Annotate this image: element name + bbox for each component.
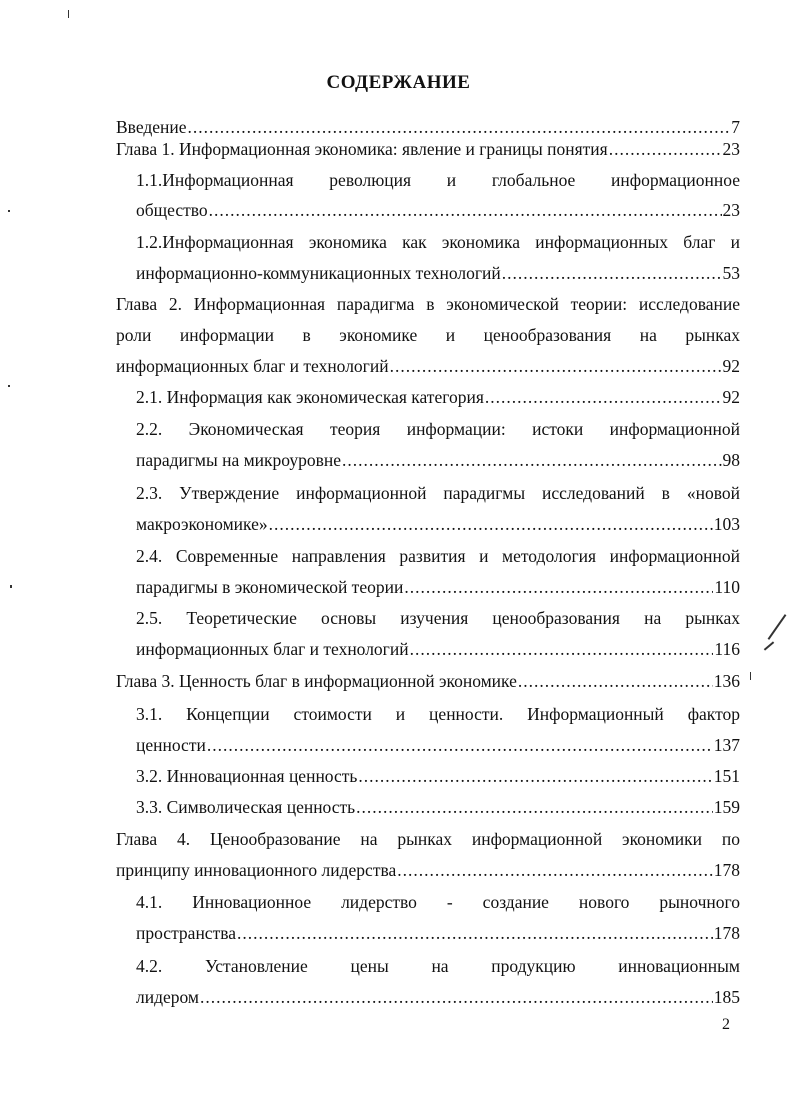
toc-leader xyxy=(269,513,713,535)
scan-mark xyxy=(750,672,751,680)
toc-entry-title: лидером xyxy=(136,987,200,1007)
toc-entry-title: парадигмы в экономической теории xyxy=(136,577,404,597)
toc-leader xyxy=(390,355,722,377)
toc-page-number: 7 xyxy=(731,117,740,137)
scan-mark xyxy=(8,385,10,387)
toc-entry-4-2-line1: 4.2. Установление цены на продукцию инновационным xyxy=(136,956,740,976)
toc-page-number: 137 xyxy=(713,735,740,755)
toc-page-number: 110 xyxy=(714,577,740,597)
toc-entry-2-3 xyxy=(136,513,740,535)
toc-page-number: 151 xyxy=(713,766,740,786)
toc-entry-1-2-line1: 1.2.Информационная экономика как экономика информационных благ и xyxy=(136,232,740,252)
toc-page-number: 178 xyxy=(713,923,740,943)
toc-entry-title: информационных благ и технологий xyxy=(116,356,389,376)
toc-entry-title: 2.1. Информация как экономическая категория xyxy=(136,387,484,407)
toc-page-number: 92 xyxy=(722,356,740,376)
toc-leader xyxy=(518,670,713,692)
toc-entry-title: 3.3. Символическая ценность xyxy=(136,797,356,817)
toc-page-number: 136 xyxy=(713,671,740,691)
scan-mark xyxy=(8,210,10,212)
toc-entry-title: Введение xyxy=(116,117,187,137)
toc-entry-4-1-line1: 4.1. Инновационное лидерство - создание нового рыночного xyxy=(136,892,740,912)
toc-leader xyxy=(207,734,713,756)
toc-page-number: 116 xyxy=(714,639,740,659)
toc-page-number: 185 xyxy=(713,987,740,1007)
toc-page-number: 23 xyxy=(722,139,740,159)
toc-entry-chapter-1 xyxy=(116,138,740,160)
toc-entry-2-5 xyxy=(136,638,740,660)
toc-entry-chapter-4-line1: Глава 4. Ценообразование на рынках информационной экономики по xyxy=(116,829,740,849)
toc-entry-3-2 xyxy=(136,765,740,787)
toc-leader xyxy=(609,138,722,160)
toc-entry-chapter-4 xyxy=(116,859,740,881)
toc-entry-1-1 xyxy=(136,199,740,221)
toc-leader xyxy=(356,796,713,818)
toc-leader xyxy=(410,638,714,660)
toc-entry-chapter-3 xyxy=(116,670,740,692)
toc-entry-3-1-line1: 3.1. Концепции стоимости и ценности. Информационный фактор xyxy=(136,704,740,724)
toc-entry-4-2 xyxy=(136,986,740,1008)
toc-entry-chapter-2 xyxy=(116,355,740,377)
toc-entry-2-2-line1: 2.2. Экономическая теория информации: истоки информационной xyxy=(136,419,740,439)
toc-entry-4-1 xyxy=(136,922,740,944)
toc-entry-1-2 xyxy=(136,262,740,284)
toc-entry-2-4-line1: 2.4. Современные направления развития и методология информационной xyxy=(136,546,740,566)
toc-leader xyxy=(209,199,722,221)
toc-entry-2-5-line1: 2.5. Теоретические основы изучения ценообразования на рынках xyxy=(136,608,740,628)
toc-leader xyxy=(485,386,722,408)
toc-page-number: 92 xyxy=(722,387,740,407)
page-title: СОДЕРЖАНИЕ xyxy=(326,72,471,93)
toc-entry-intro xyxy=(116,116,740,138)
toc-entry-2-3-line1: 2.3. Утверждение информационной парадигмы исследований в «новой xyxy=(136,483,740,503)
toc-page-number: 103 xyxy=(713,514,740,534)
toc-entry-1-1-line1: 1.1.Информационная революция и глобальное информационное xyxy=(136,170,740,190)
toc-entry-title: общество xyxy=(136,200,208,220)
toc-entry-title: принципу инновационного лидерства xyxy=(116,860,397,880)
toc-entry-title: Глава 1. Информационная экономика: явление и границы понятия xyxy=(116,139,608,159)
toc-page-number: 23 xyxy=(722,200,740,220)
toc-entry-2-1 xyxy=(136,386,740,408)
toc-leader xyxy=(237,922,713,944)
toc-entry-title: парадигмы на микроуровне xyxy=(136,450,342,470)
toc-entry-3-1 xyxy=(136,734,740,756)
toc-entry-title: макроэкономике» xyxy=(136,514,268,534)
page-number: 2 xyxy=(722,1016,730,1033)
toc-leader xyxy=(397,859,712,881)
toc-page-number: 159 xyxy=(713,797,740,817)
toc-page-number: 98 xyxy=(722,450,740,470)
toc-leader xyxy=(358,765,712,787)
toc-leader xyxy=(342,449,721,471)
toc-leader xyxy=(502,262,722,284)
toc-entry-chapter-2-line2: роли информации в экономике и ценообразования на рынках xyxy=(116,325,740,345)
toc-page-number: 178 xyxy=(713,860,740,880)
toc-entry-3-3 xyxy=(136,796,740,818)
toc-entry-title: информационных благ и технологий xyxy=(136,639,409,659)
toc-page-number: 53 xyxy=(722,263,740,283)
toc-entry-title: ценности xyxy=(136,735,206,755)
toc-entry-2-2 xyxy=(136,449,740,471)
toc-entry-title: Глава 3. Ценность благ в информационной экономике xyxy=(116,671,517,691)
toc-entry-title: информационно-коммуникационных технологий xyxy=(136,263,501,283)
toc-entry-2-4 xyxy=(136,576,740,598)
scan-mark xyxy=(10,585,12,588)
toc-entry-title: пространства xyxy=(136,923,237,943)
toc-leader xyxy=(188,116,731,138)
scan-mark xyxy=(68,10,69,18)
toc-leader xyxy=(404,576,713,598)
toc-entry-title: 3.2. Инновационная ценность xyxy=(136,766,358,786)
toc-leader xyxy=(200,986,713,1008)
toc-entry-chapter-2-line1: Глава 2. Информационная парадигма в экономической теории: исследование xyxy=(116,294,740,314)
